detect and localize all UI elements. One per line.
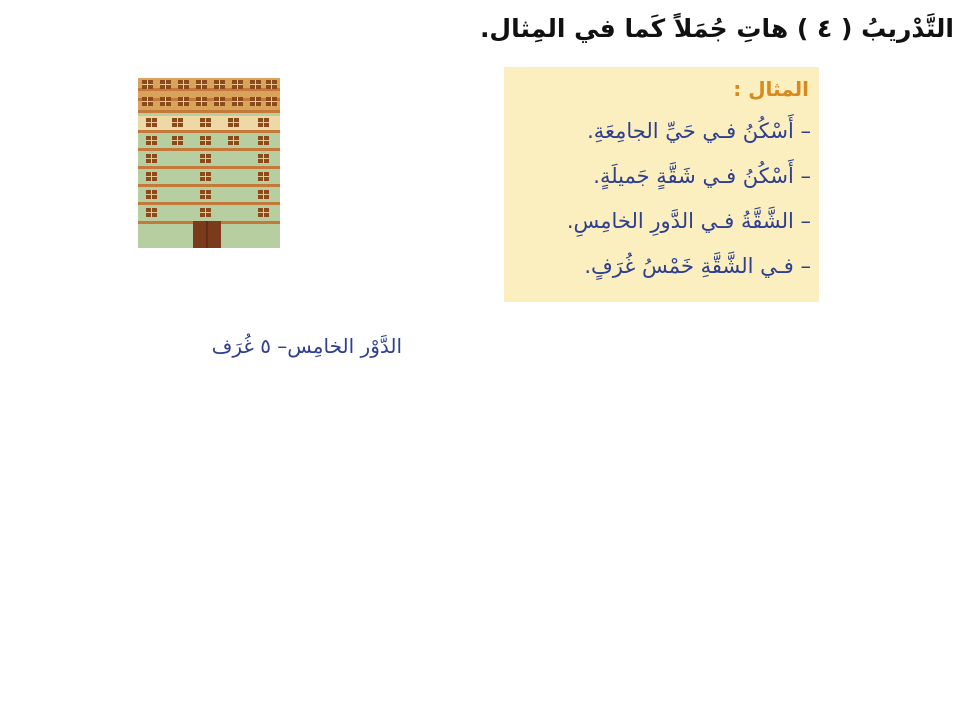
floor-divider xyxy=(138,130,280,133)
building-picture xyxy=(72,78,402,358)
floor-divider xyxy=(138,166,280,169)
floor-divider xyxy=(138,110,280,113)
picture-caption: الدَّوْر الخامِس– ٥ غُرَف xyxy=(211,334,402,358)
example-sentence-4: – فـي الشَّقَّةِ خَمْسُ غُرَفٍ. xyxy=(584,254,811,278)
building-illustration xyxy=(138,78,280,248)
exercise-title: التَّدْريبُ ( ٤ ) هاتِ جُمَلاً كَما في المِثال. xyxy=(479,14,954,43)
example-sentence-2: – أَسْكُنُ فـي شَقَّةٍ جَميلَةٍ. xyxy=(593,164,811,188)
example-sentence-1: – أَسْكُنُ فـي حَيِّ الجامِعَةِ. xyxy=(587,119,811,143)
example-sentence-3: – الشَّقَّةُ فـي الدَّورِ الخامِسِ. xyxy=(566,209,811,233)
floor-divider xyxy=(138,184,280,187)
example-box xyxy=(504,67,819,302)
floor-divider xyxy=(138,202,280,205)
floor-divider xyxy=(138,148,280,151)
example-heading: المثال : xyxy=(733,77,809,101)
